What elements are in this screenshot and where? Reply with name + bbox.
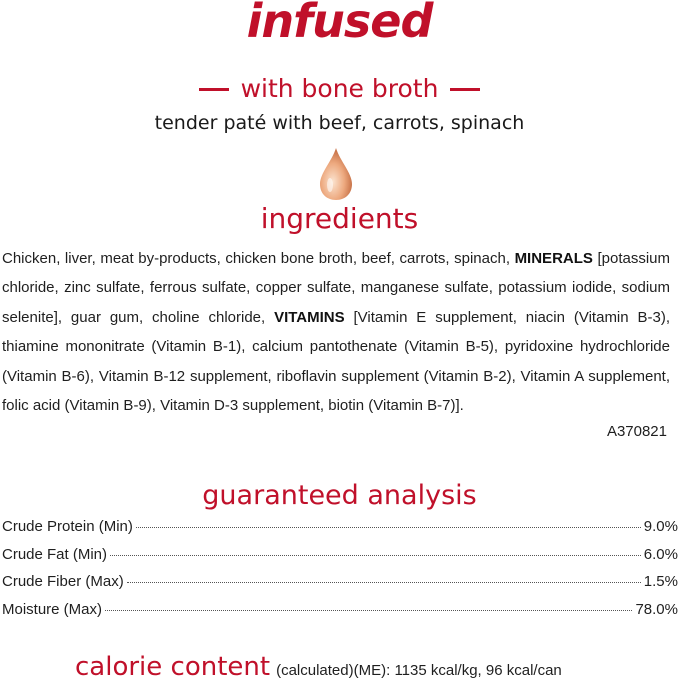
analysis-label: Moisture (Max): [2, 600, 103, 618]
brand-title: infused: [246, 0, 433, 48]
analysis-label: Crude Protein (Min): [2, 518, 133, 535]
dot-leader: [110, 555, 641, 556]
analysis-row: [2, 546, 678, 574]
left-dash: [199, 88, 229, 91]
analysis-value: 9.0%: [643, 518, 678, 535]
analysis-value: 6.0%: [643, 545, 678, 563]
calorie-value: (calculated)(ME): 1135 kcal/kg, 96 kcal/can: [276, 662, 562, 679]
calorie-title: calorie content: [75, 652, 271, 682]
ingredients-part-2: [potassium chloride, zinc sulfate, ferrous sulfate, copper sulfate, manganese sulfate, potassium iodide, sodium selenite], guar gum, choline chloride,: [2, 250, 671, 326]
product-code: A370821: [606, 423, 667, 440]
ingredients-part-3: [Vitamin E supplement, niacin (Vitamin B-3), thiamine mononitrate (Vitamin B-1), calcium pantothenate (Vitamin B-5), pyridoxine hydrochloride (Vitamin B-6), Vitamin B-12 supplement, riboflavin supplement (Vitamin B-2), Vitamin A supplement, folic acid (Vitamin B-9), Vitamin D-3 supplement, biotin (Vitamin B-7)].: [2, 308, 670, 415]
calorie-content: [75, 652, 562, 682]
subbrand-line: [0, 74, 679, 103]
droplet-icon: [318, 147, 354, 201]
dot-leader: [105, 610, 632, 611]
analysis-value: 1.5%: [643, 573, 678, 590]
analysis-table: [2, 518, 678, 628]
analysis-row: [2, 573, 678, 601]
subbrand-text: with bone broth: [240, 74, 439, 103]
minerals-label: MINERALS: [514, 250, 593, 267]
analysis-label: Crude Fiber (Max): [2, 573, 124, 590]
product-description: tender paté with beef, carrots, spinach: [154, 112, 525, 134]
right-dash: [450, 88, 480, 91]
ingredients-part-1: Chicken, liver, meat by-products, chicken bone broth, beef, carrots, spinach,: [2, 250, 515, 267]
dot-leader: [136, 527, 641, 528]
dot-leader: [127, 582, 641, 583]
ingredients-title: ingredients: [260, 202, 419, 235]
analysis-row: [2, 518, 678, 546]
ingredients-text: [2, 244, 670, 420]
analysis-label: Crude Fat (Min): [2, 545, 108, 563]
vitamins-label: VITAMINS: [274, 308, 345, 326]
analysis-row: [2, 601, 678, 629]
analysis-value: 78.0%: [635, 600, 678, 618]
analysis-title: guaranteed analysis: [202, 480, 477, 511]
